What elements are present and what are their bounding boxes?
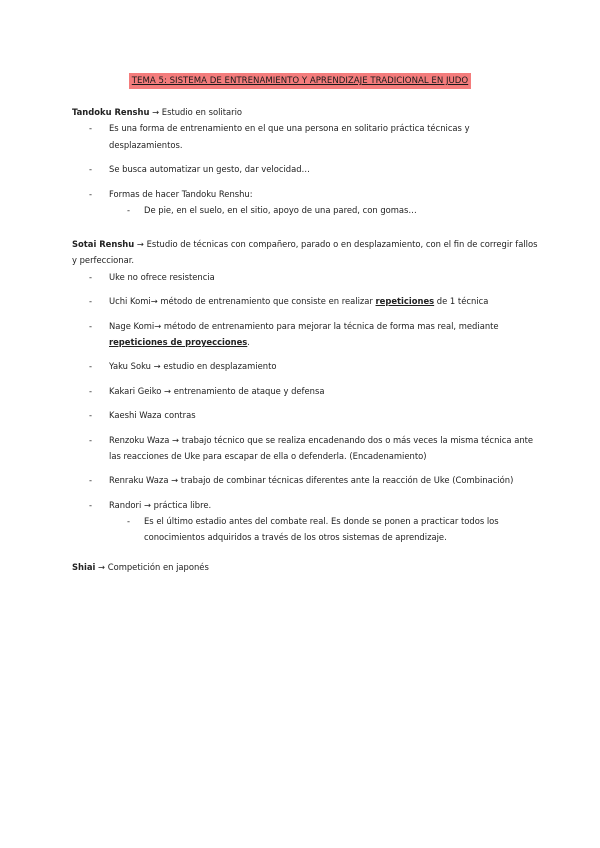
uchi-komi-emphasis: repeticiones [375,296,435,307]
title-container [0,72,600,89]
sotai-list [72,269,542,546]
shiai-definition: → Competición en japonés [95,562,209,572]
uchi-komi-text-end: de 1 técnica [434,296,489,307]
sotai-definition: → Estudio de técnicas con compañero, parado o en desplazamiento, con el fin de corregir fallos y perfeccionar. [72,239,538,266]
nage-komi-text: Nage Komi→ método de entrenamiento para mejorar la técnica de forma mas real, mediante [109,320,499,331]
shiai-heading [72,559,542,575]
shiai-term: Shiai [72,562,96,572]
tandoku-definition: → Estudio en solitario [149,107,243,117]
tandoku-heading [72,104,542,120]
list-item: - Yaku Soku → estudio en desplazamiento [72,358,542,374]
nage-komi-text-end: . [247,336,250,347]
page-title: TEMA 5: SISTEMA DE ENTRENAMIENTO Y APRENDIZAJE TRADICIONAL EN JUDO [129,73,471,89]
list-item: - Renzoku Waza → trabajo técnico que se realiza encadenando dos o más veces la misma técnica ante las reacciones de Uke para escapar de ella o defenderla. (Encadenamiento) [72,432,542,465]
list-item: - Randori → práctica libre. [72,497,542,513]
list-item [72,318,542,351]
sub-list-item: - Es el último estadio antes del combate real. Es donde se ponen a practicar todos los conocimientos adquiridos a través de los otros sistemas de aprendizaje. [72,513,542,546]
list-item: - Formas de hacer Tandoku Renshu: [72,186,542,202]
tandoku-term: Tandoku Renshu [72,107,150,117]
sotai-section [72,236,542,546]
nage-komi-emphasis: repeticiones de proyecciones [109,336,248,347]
tandoku-section [72,104,542,218]
list-item [72,293,542,309]
uchi-komi-text: Uchi Komi→ método de entrenamiento que consiste en realizar [109,296,376,307]
list-item: - Kaeshi Waza contras [72,407,542,423]
list-item: - Renraku Waza → trabajo de combinar técnicas diferentes ante la reacción de Uke (Combinación) [72,472,542,488]
shiai-section [72,559,542,575]
sotai-term: Sotai Renshu [72,239,135,249]
tandoku-list [72,120,542,218]
list-item: - Se busca automatizar un gesto, dar velocidad… [72,161,542,177]
sotai-heading [72,236,542,269]
list-item: - Kakari Geiko → entrenamiento de ataque y defensa [72,383,542,399]
list-item: - Uke no ofrece resistencia [72,269,542,285]
list-item: - Es una forma de entrenamiento en el que una persona en solitario práctica técnicas y desplazamientos. [72,120,542,153]
sub-list-item: - De pie, en el suelo, en el sitio, apoyo de una pared, con gomas… [72,202,542,218]
